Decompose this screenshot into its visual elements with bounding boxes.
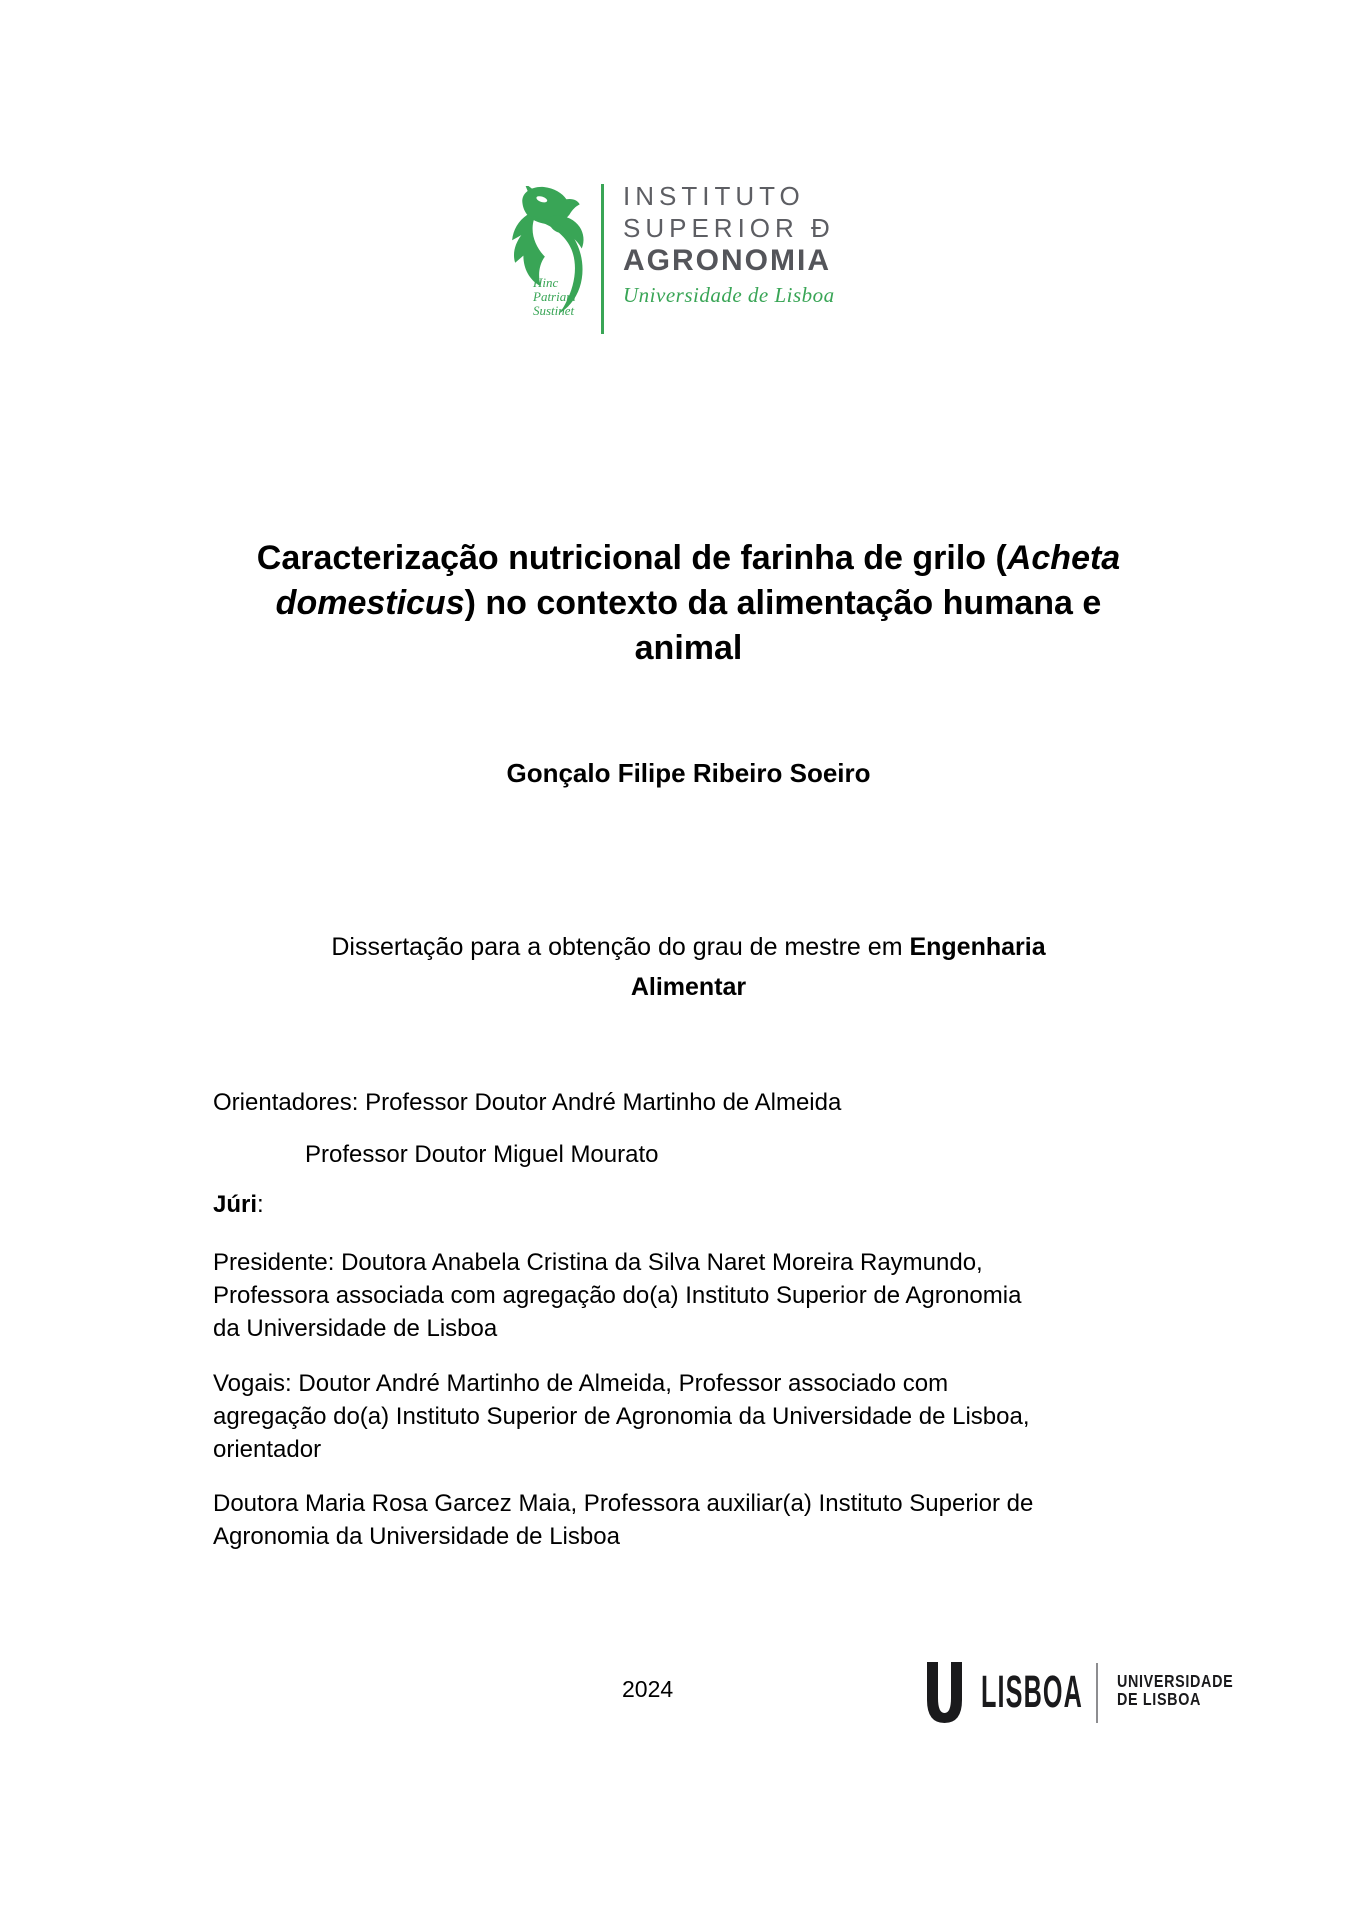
- author-name: Gonçalo Filipe Ribeiro Soeiro: [506, 758, 871, 788]
- publication-year: 2024: [622, 1676, 674, 1702]
- ulisboa-name-line1: UNIVERSIDADE: [1117, 1671, 1234, 1691]
- title-line1-regular: Caracterização nutricional de farinha de grilo (: [256, 539, 1007, 577]
- title-line1-species-italic: Acheta: [1006, 539, 1121, 577]
- isa-logo: [505, 170, 850, 340]
- jury-vogais-line: Vogais: Doutor André Martinho de Almeida, Professor associado com: [213, 1370, 949, 1397]
- degree-line2: [20, 967, 1357, 1007]
- isa-motto: [533, 276, 576, 318]
- jury-president-line: Presidente: Doutora Anabela Cristina da Silva Naret Moreira Raymundo,: [213, 1249, 983, 1276]
- ulisboa-wordmark: LISBOA: [981, 1666, 1083, 1717]
- jury-president-line: da Universidade de Lisboa: [213, 1315, 498, 1342]
- ulisboa-logo: [925, 1660, 1235, 1726]
- jury-president-paragraph: [213, 1246, 1193, 1345]
- jury-vogais-line: agregação do(a) Instituto Superior de Agronomia da Universidade de Lisboa,: [213, 1403, 1030, 1430]
- isa-motto-line: Sustinet: [533, 303, 575, 318]
- isa-wordmark-line1: INSTITUTO: [623, 181, 805, 211]
- advisors-block: [213, 1086, 1193, 1171]
- jury-vogais-paragraph: [213, 1367, 1193, 1466]
- degree-line1: [20, 927, 1357, 967]
- jury-vogal2-line: Doutora Maria Rosa Garcez Maia, Professora auxiliar(a) Instituto Superior de: [213, 1490, 1034, 1517]
- jury-heading: [213, 1188, 1193, 1221]
- advisors-line1: Orientadores: Professor Doutor André Martinho de Almeida: [213, 1089, 842, 1116]
- degree-statement: [20, 927, 1357, 1007]
- jury-president-line: Professora associada com agregação do(a) Instituto Superior de Agronomia: [213, 1282, 1022, 1309]
- thesis-title-line1: [20, 536, 1357, 581]
- degree-line1-regular: Dissertação para a obtenção do grau de mestre em: [331, 933, 910, 961]
- advisors-line2: Professor Doutor Miguel Mourato: [305, 1141, 659, 1168]
- jury-heading-colon: :: [257, 1191, 264, 1218]
- title-line2-species-italic: domesticus: [275, 584, 465, 622]
- ulisboa-name-line2: DE LISBOA: [1117, 1688, 1202, 1709]
- isa-motto-line: Patriam: [533, 289, 576, 304]
- jury-vogal2-paragraph: [213, 1487, 1193, 1553]
- ulisboa-u-icon: [925, 1662, 964, 1723]
- jury-vogais-line: orientador: [213, 1436, 322, 1463]
- thesis-title: [20, 536, 1357, 671]
- degree-line1-bold: Engenharia: [909, 933, 1046, 961]
- ulisboa-logo-divider: [1096, 1663, 1098, 1723]
- jury-vogal2-line: Agronomia da Universidade de Lisboa: [213, 1523, 620, 1550]
- title-line2-regular: ) no contexto da alimentação humana e: [464, 584, 1102, 622]
- isa-wordmark-line2: SUPERIOR Ð: [623, 213, 835, 243]
- isa-logo-divider: [601, 184, 604, 334]
- jury-heading-bold: Júri: [213, 1191, 258, 1218]
- thesis-title-line3: animal: [634, 629, 743, 667]
- isa-logo-wordmark: [623, 180, 835, 310]
- isa-motto-line: Hinc: [533, 275, 559, 290]
- ulisboa-name: [1117, 1673, 1233, 1708]
- thesis-title-line2: [20, 581, 1357, 626]
- isa-wordmark-line4: Universidade de Lisboa: [623, 283, 835, 307]
- isa-wordmark-line3: AGRONOMIA: [623, 244, 831, 277]
- degree-line2-bold: Alimentar: [630, 973, 747, 1001]
